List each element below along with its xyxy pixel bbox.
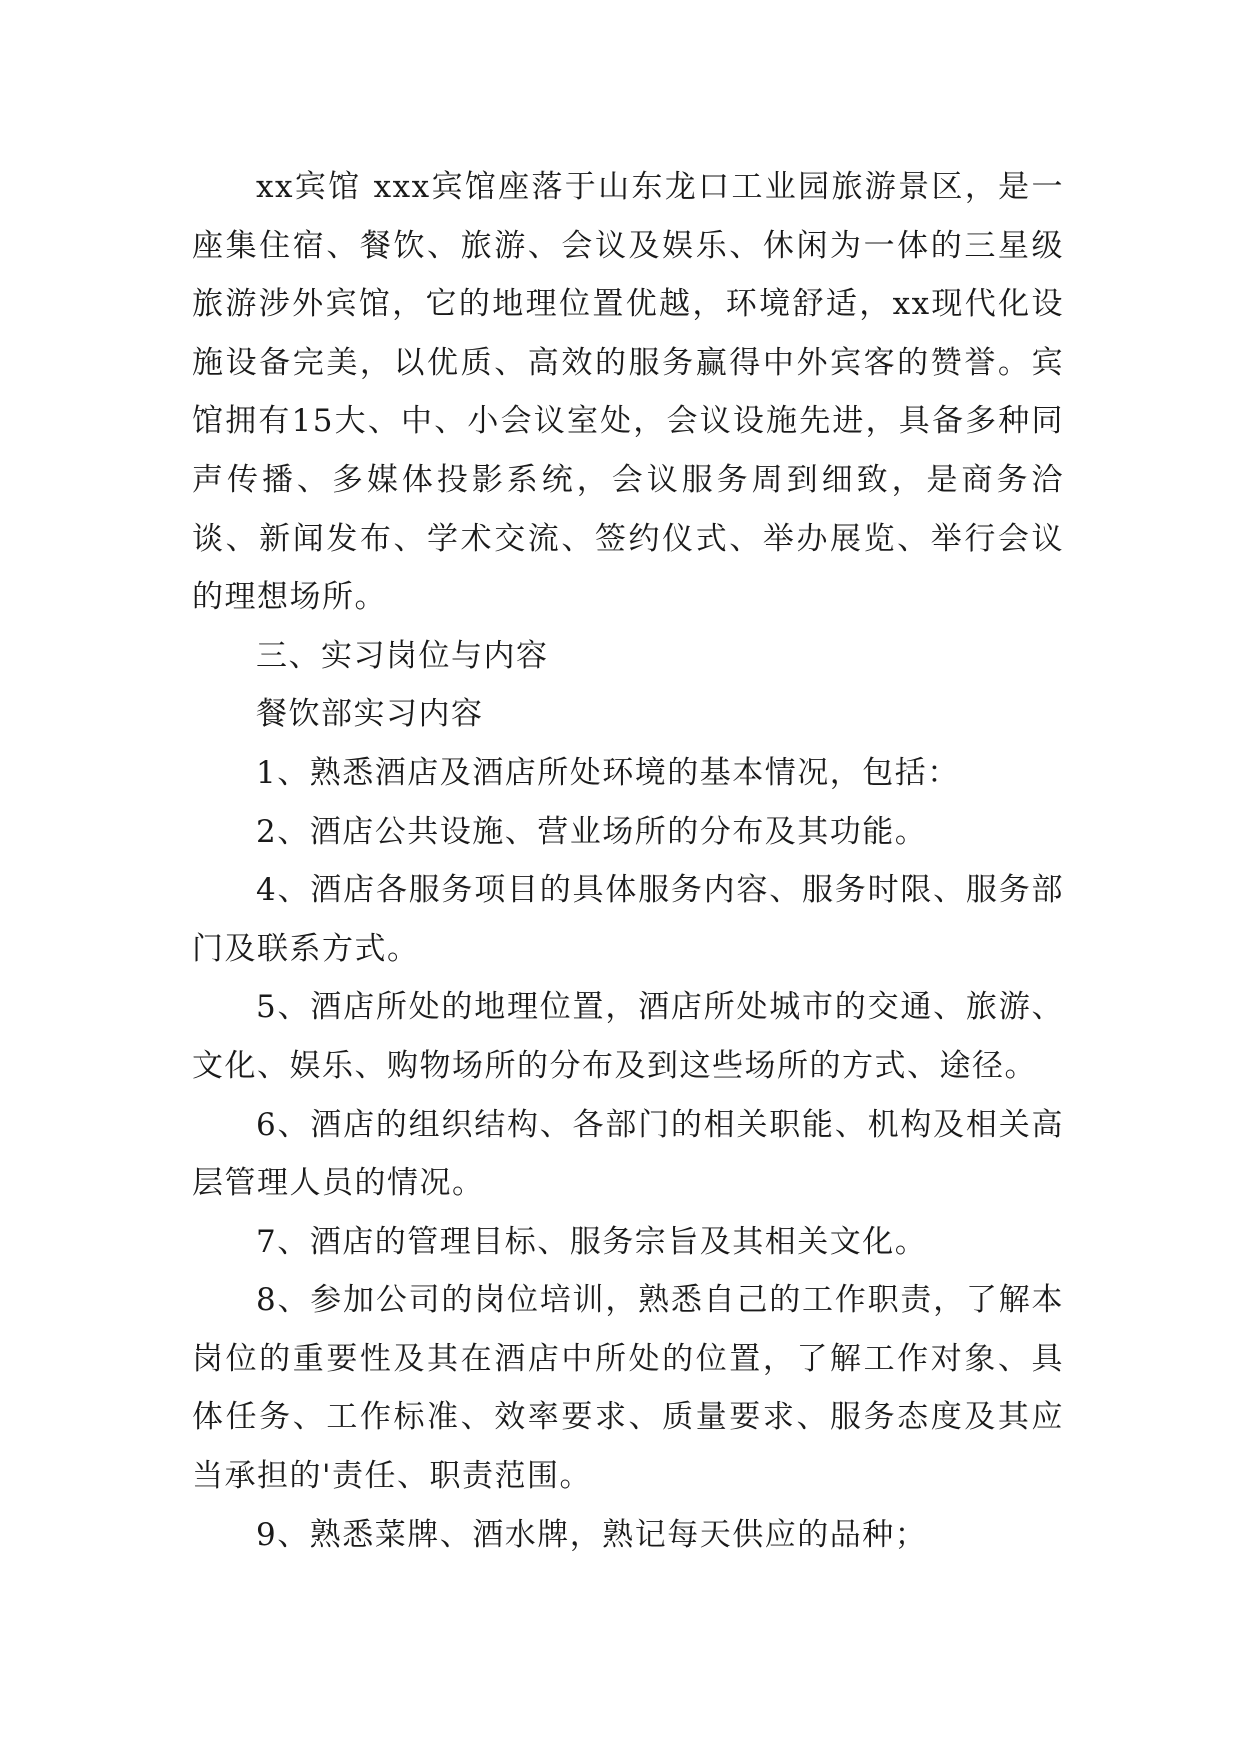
paragraph-hotel-intro: xx宾馆 xxx宾馆座落于山东龙口工业园旅游景区，是一座集住宿、餐饮、旅游、会议及娱乐、休闲为一体的三星级旅游涉外宾馆，它的地理位置优越，环境舒适，xx现代化设施设备完美，以优质、高效的服务赢得中外宾客的赞誉。宾馆拥有15大、中、小会议室处，会议设施先进，具备多种同声传播、多媒体投影系统，会议服务周到细致，是商务洽谈、新闻发布、学术交流、签约仪式、举办展览、举行会议的理想场所。 <box>192 169 1064 616</box>
list-item-4: 4、酒店各服务项目的具体服务内容、服务时限、服务部门及联系方式。 <box>192 872 1064 967</box>
list-item-8: 8、参加公司的岗位培训，熟悉自己的工作职责，了解本岗位的重要性及其在酒店中所处的位置，了解工作对象、具体任务、工作标准、效率要求、质量要求、服务态度及其应当承担的'责任、职责范围。 <box>192 1282 1064 1495</box>
list-item-6: 6、酒店的组织结构、各部门的相关职能、机构及相关高层管理人员的情况。 <box>192 1106 1064 1202</box>
list-item-9: 9、熟悉菜牌、酒水牌，熟记每天供应的品种； <box>256 1516 928 1553</box>
subheading-catering-dept: 餐饮部实习内容 <box>256 696 484 733</box>
list-item-2: 2、酒店公共设施、营业场所的分布及其功能。 <box>256 813 928 850</box>
list-item-5: 5、酒店所处的地理位置，酒店所处城市的交通、旅游、文化、娱乐、购物场所的分布及到这些场所的方式、途径。 <box>192 989 1064 1084</box>
list-item-1: 1、熟悉酒店及酒店所处环境的基本情况，包括： <box>256 754 960 791</box>
section-heading-internship: 三、实习岗位与内容 <box>256 637 549 674</box>
document-body <box>192 158 1064 1564</box>
list-item-7: 7、酒店的管理目标、服务宗旨及其相关文化。 <box>256 1223 928 1260</box>
